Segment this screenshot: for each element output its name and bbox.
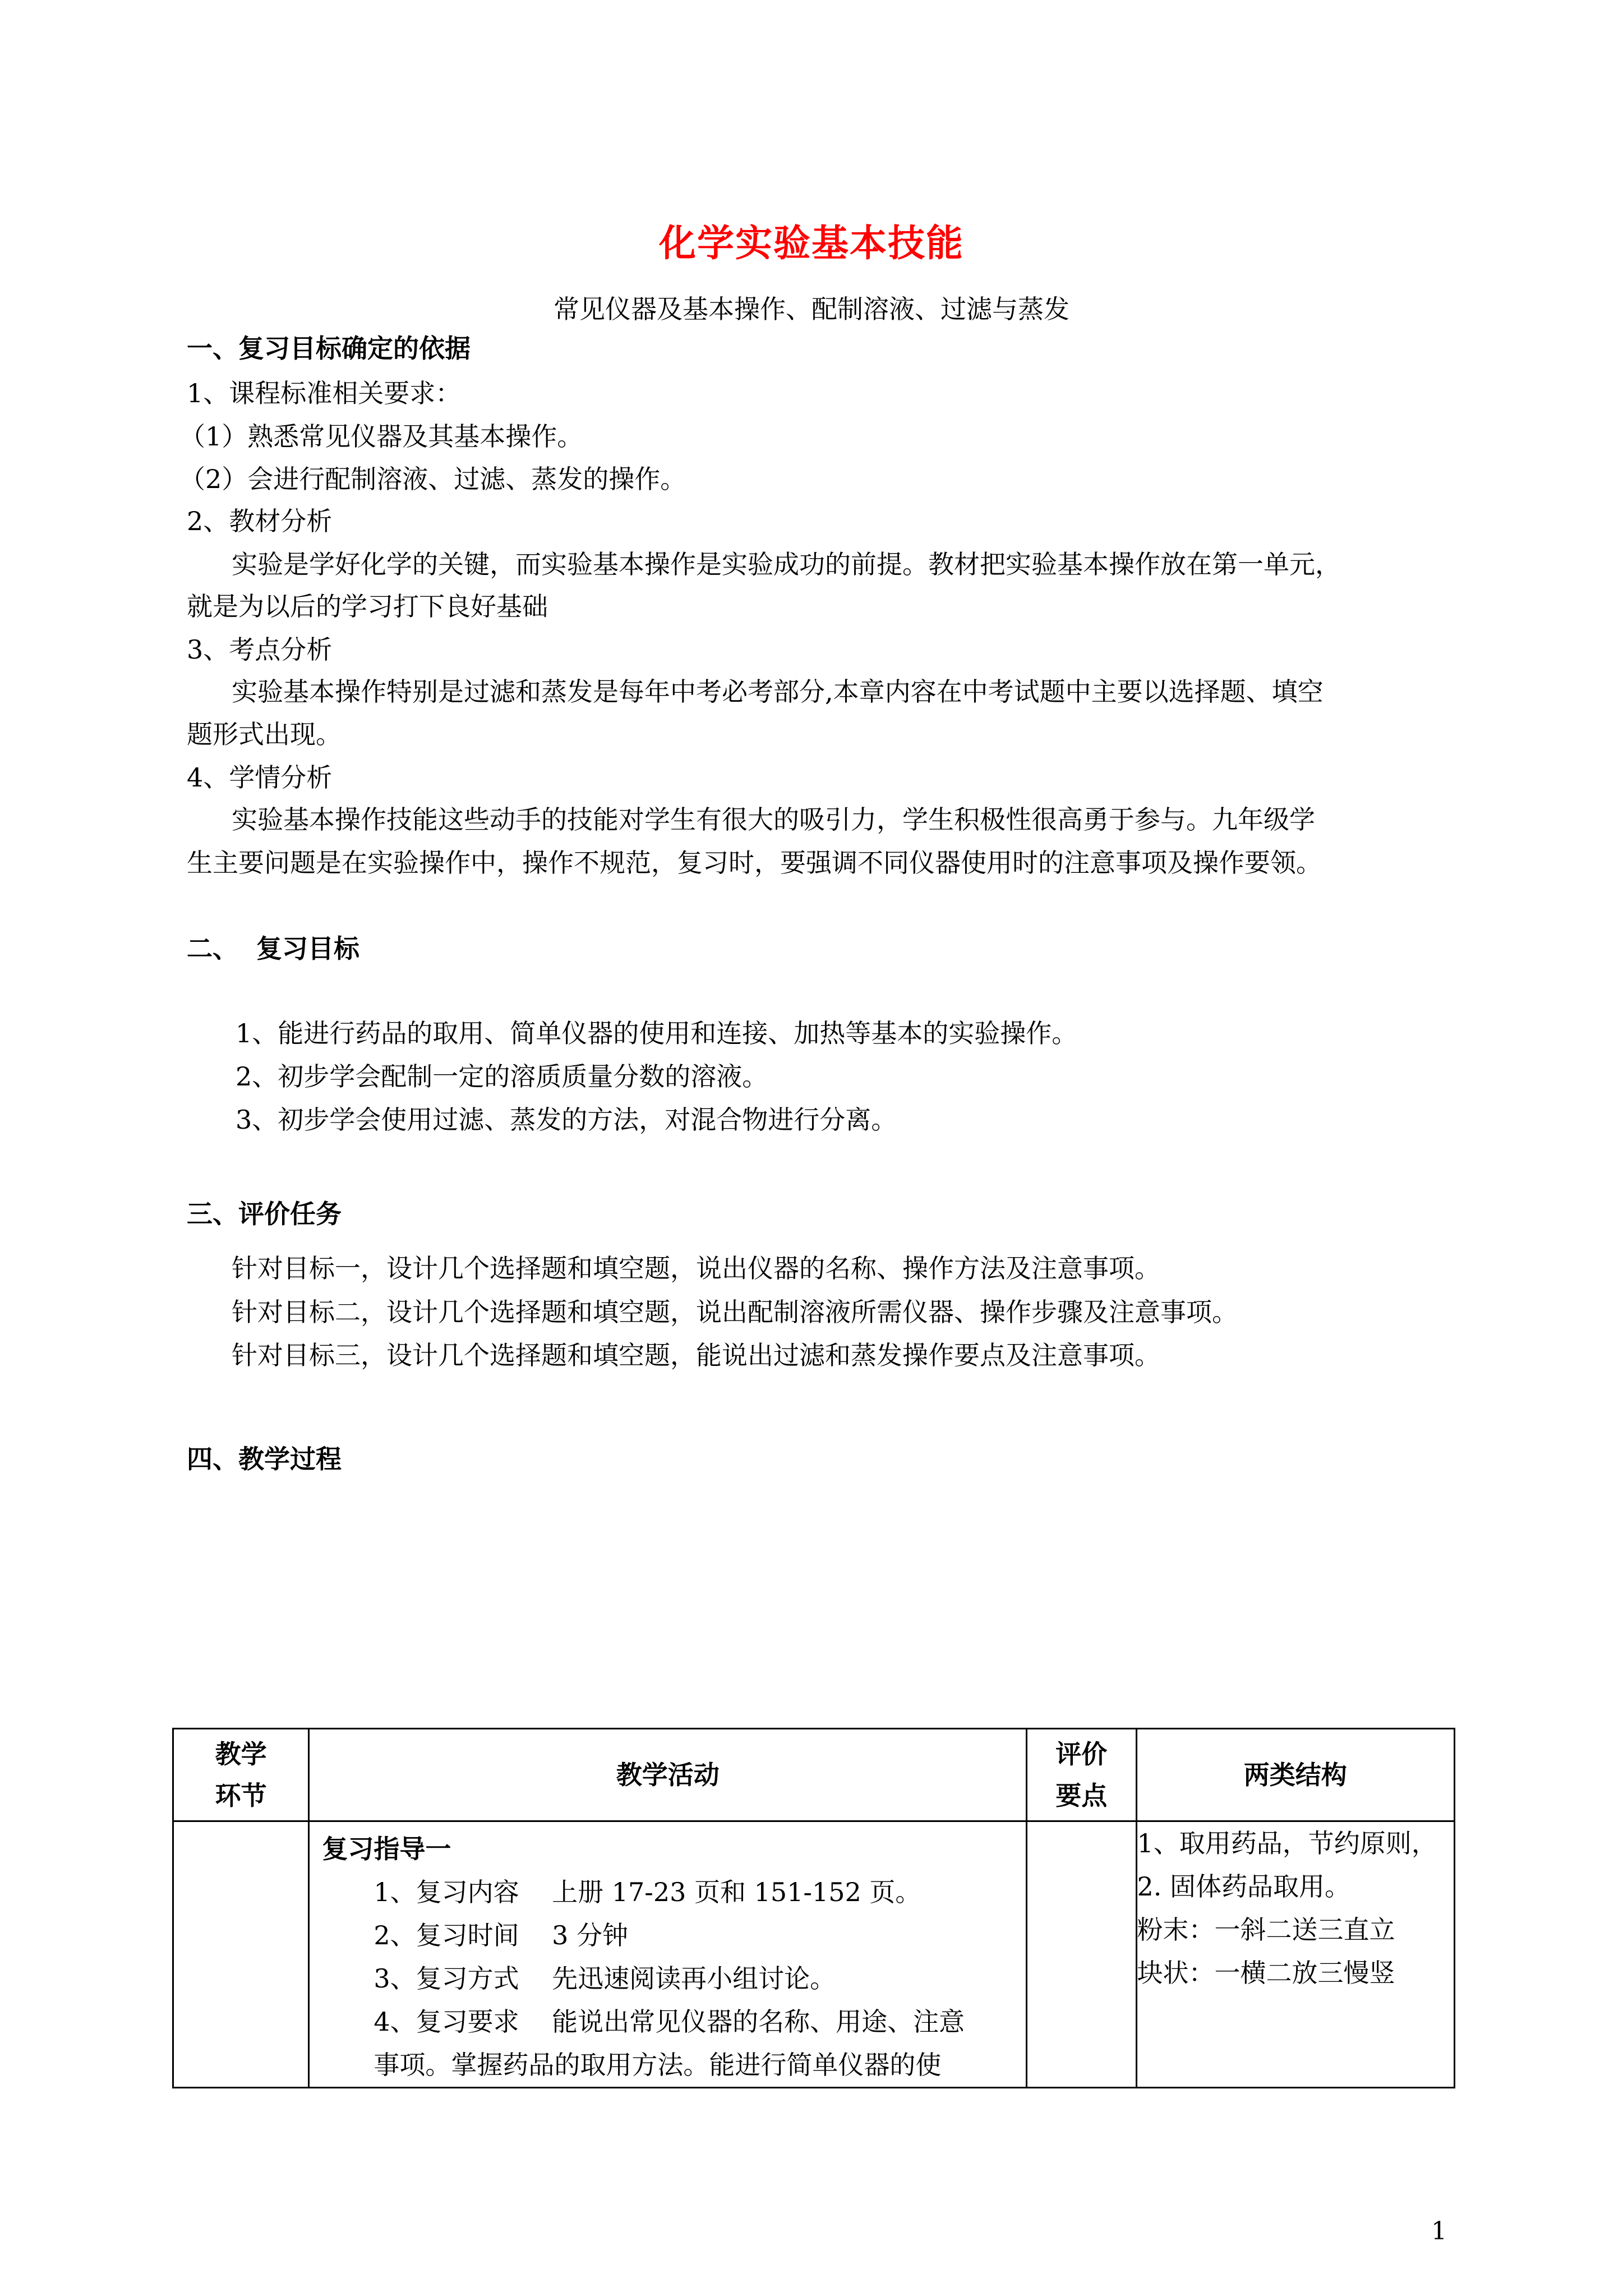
section2-goal1: 1、能进行药品的取用、简单仪器的使用和连接、加热等基本的实验操作。 <box>236 1018 1078 1048</box>
section1-heading: 一、复习目标确定的依据 <box>187 333 471 364</box>
section2-heading: 二、 复习目标 <box>187 933 360 964</box>
section1-item1a: （1）熟悉常见仪器及其基本操作。 <box>179 421 583 452</box>
header-evaluation-points <box>1027 1729 1137 1821</box>
structure-cell <box>1136 1821 1454 2088</box>
section1-item3-para2: 题形式出现。 <box>187 719 342 749</box>
section3-heading: 三、评价任务 <box>187 1199 342 1229</box>
structure-line1: 1、取用药品，节约原则， <box>1137 1828 1437 1858</box>
section1-item4: 4、学情分析 <box>187 762 333 793</box>
section1-item4-para1: 实验基本操作技能这些动手的技能对学生有很大的吸引力，学生积极性很高勇于参与。九年级学 <box>232 804 1315 835</box>
review-content: 1、复习内容 上册 17-23 页和 151-152 页。 <box>374 1877 921 1907</box>
review-guide-title: 复习指导一 <box>322 1834 451 1864</box>
review-requirement-cont: 事项。掌握药品的取用方法。能进行简单仪器的使 <box>374 2050 942 2080</box>
section4-heading: 四、教学过程 <box>187 1444 342 1474</box>
document-subtitle: 常见仪器及基本操作、配制溶液、过滤与蒸发 <box>554 294 1069 324</box>
header-teaching-stage-line1: 教学 <box>215 1739 267 1769</box>
section2-goal3: 3、初步学会使用过滤、蒸发的方法，对混合物进行分离。 <box>236 1105 897 1135</box>
section1-item1: 1、课程标准相关要求： <box>187 378 462 408</box>
review-requirement: 4、复习要求 能说出常见仪器的名称、用途、注意 <box>374 2007 965 2037</box>
header-teaching-stage-line2: 环节 <box>215 1780 267 1811</box>
evaluation-cell <box>1027 1821 1137 2088</box>
section1-item2-para2: 就是为以后的学习打下良好基础 <box>187 591 548 622</box>
activity-cell <box>309 1821 1027 2088</box>
document-title: 化学实验基本技能 <box>659 221 964 265</box>
review-method: 3、复习方式 先迅速阅读再小组讨论。 <box>374 1963 836 1994</box>
table-row <box>173 1821 1455 2088</box>
header-teaching-stage <box>173 1729 309 1821</box>
structure-line2: 2. 固体药品取用。 <box>1137 1871 1351 1902</box>
header-evaluation-points-line2: 要点 <box>1055 1780 1108 1811</box>
section3-task2: 针对目标二，设计几个选择题和填空题，说出配制溶液所需仪器、操作步骤及注意事项。 <box>232 1297 1238 1327</box>
teaching-process-table <box>172 1728 1455 2088</box>
structure-line3: 粉末：一斜二送三直立 <box>1137 1915 1395 1945</box>
header-two-structures: 两类结构 <box>1136 1729 1454 1821</box>
page-number: 1 <box>1431 2217 1447 2246</box>
header-teaching-activity: 教学活动 <box>309 1729 1027 1821</box>
stage-cell <box>173 1821 309 2088</box>
section1-item3: 3、考点分析 <box>187 634 333 665</box>
section1-item2: 2、教材分析 <box>187 506 333 536</box>
section1-item4-para2: 生主要问题是在实验操作中，操作不规范，复习时，要强调不同仪器使用时的注意事项及操作要领。 <box>187 848 1322 878</box>
structure-line4: 块状：一横二放三慢竖 <box>1137 1958 1395 1988</box>
section2-goal2: 2、初步学会配制一定的溶质质量分数的溶液。 <box>236 1061 768 1092</box>
section1-item2-para1: 实验是学好化学的关键，而实验基本操作是实验成功的前提。教材把实验基本操作放在第一单元， <box>232 549 1341 579</box>
section1-item3-para1: 实验基本操作特别是过滤和蒸发是每年中考必考部分,本章内容在中考试题中主要以选择题、填空 <box>232 677 1324 707</box>
section1-item1b: （2）会进行配制溶液、过滤、蒸发的操作。 <box>179 464 686 494</box>
header-evaluation-points-line1: 评价 <box>1055 1739 1108 1769</box>
section3-task3: 针对目标三，设计几个选择题和填空题，能说出过滤和蒸发操作要点及注意事项。 <box>232 1340 1160 1370</box>
review-time: 2、复习时间 3 分钟 <box>374 1920 629 1950</box>
table-header-row <box>173 1729 1455 1821</box>
section3-task1: 针对目标一，设计几个选择题和填空题，说出仪器的名称、操作方法及注意事项。 <box>232 1253 1160 1283</box>
